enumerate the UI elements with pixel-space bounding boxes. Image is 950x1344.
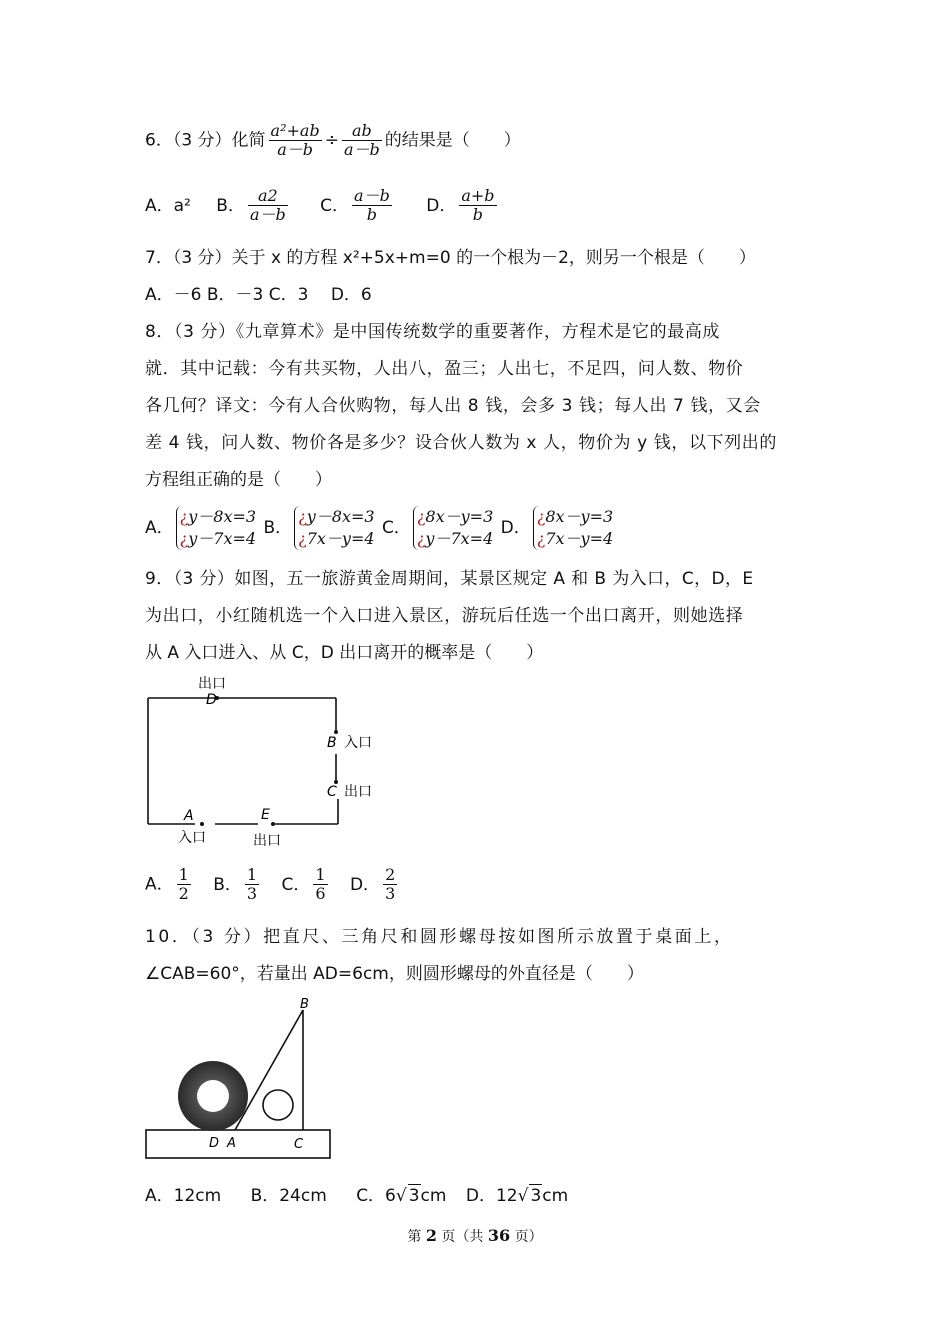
question-8-line-2: 就．其中记载：今有共买物，人出八，盈三；人出七，不足四，问人数、物价 (145, 359, 744, 379)
q10-option-d: D．12√ 3cm (465, 1186, 569, 1206)
question-9-options (145, 866, 400, 903)
q8-option-b-system (294, 506, 374, 550)
q6-prefix: 6．（3 分）化简 (145, 130, 266, 151)
question-6-options (145, 187, 500, 224)
q6-option-b-label: B． (216, 195, 245, 216)
q6-opt-b-num: a2 (257, 186, 278, 205)
q8-option-b-label: B． (263, 518, 293, 538)
q6-fraction-1 (269, 122, 322, 159)
q8-brace-char: ¿ (179, 529, 189, 548)
q8-b-row2: 7x－y=4 (306, 529, 375, 548)
q10-opt-d-unit: cm (542, 1186, 569, 1206)
q8-brace-char: ¿ (179, 507, 189, 526)
q9-option-b-fraction (245, 866, 259, 903)
q9-a-den: 2 (178, 884, 189, 903)
footer-page-number: 2 (425, 1226, 437, 1245)
q8-brace-char: ¿ (416, 507, 426, 526)
point-d-label: D (209, 1136, 220, 1151)
q8-option-d-label: D． (500, 518, 531, 538)
point-b-label: B (300, 997, 309, 1012)
q6-option-c-fraction (352, 187, 392, 224)
question-8-options (145, 506, 615, 550)
q6-divide-sign: ÷ (324, 130, 339, 151)
q6-fraction-2 (342, 122, 382, 159)
q6-opt-c-den: b (352, 205, 392, 224)
scenic-area-diagram (140, 674, 400, 854)
q9-d-num: 2 (385, 865, 396, 884)
point-c-label: C (327, 784, 337, 800)
question-10-line-1: 10．（3 分）把直尺、三角尺和圆形螺母按如图所示放置于桌面上， (145, 927, 734, 947)
point-a-label: A (227, 1136, 236, 1151)
entrance-b-text: 入口 (344, 735, 372, 751)
question-10-line-2: ∠CAB=60°，若量出 AD=6cm，则圆形螺母的外直径是（ ） (145, 964, 644, 984)
question-8-line-1: 8．（3 分）《九章算术》是中国传统数学的重要著作，方程术是它的最高成 (145, 322, 721, 342)
q9-option-c-label: C． (281, 874, 311, 895)
question-8-line-5: 方程组正确的是（ ） (145, 470, 332, 490)
q8-c-row1: 8x－y=3 (425, 507, 494, 526)
q6-suffix: 的结果是（ ） (384, 130, 521, 151)
q9-option-c-fraction (313, 866, 327, 903)
q9-a-num: 1 (178, 865, 189, 884)
q10-opt-d-radicand: 3 (530, 1186, 542, 1206)
q8-a-row2: y－7x=4 (188, 529, 257, 548)
exit-d-text: 出口 (198, 676, 226, 692)
q10-option-c: C．6√ 3cm (356, 1186, 447, 1206)
q6-option-a: A．a² (145, 195, 191, 216)
q8-option-c-label: C． (381, 518, 411, 538)
q10-option-a: A．12cm (145, 1186, 222, 1206)
q8-option-a-label: A． (145, 518, 174, 538)
q6-opt-c-num: a－b (354, 186, 390, 205)
ruler-triangle-nut-diagram (140, 992, 350, 1170)
q6-opt-b-den: a－b (249, 205, 286, 224)
q6-frac1-den: a－b (269, 140, 322, 159)
q8-option-d-system (533, 506, 613, 550)
q8-brace-char: ¿ (298, 507, 307, 526)
footer-total-pages: 36 (487, 1226, 511, 1245)
exit-e-text: 出口 (253, 833, 281, 849)
footer-mid: 页（共 (436, 1229, 488, 1245)
point-e-label: E (261, 807, 270, 823)
footer-post: 页） (510, 1229, 543, 1245)
q6-opt-d-num: a+b (461, 186, 495, 205)
q8-brace-char: ¿ (416, 529, 426, 548)
q8-d-row1: 8x－y=3 (545, 507, 614, 526)
q6-option-d-label: D． (426, 195, 457, 216)
q6-option-c-label: C． (320, 195, 350, 216)
q8-a-row1: y－8x=3 (188, 507, 257, 526)
q6-frac2-den: a－b (343, 140, 380, 159)
question-6-stem (145, 122, 521, 159)
question-8-line-3: 各几何？译文：今有人合伙购物，每人出 8 钱，会多 3 钱；每人出 7 钱，又会 (145, 396, 761, 416)
q9-option-d-fraction (383, 866, 397, 903)
q9-b-num: 1 (246, 865, 258, 884)
q6-frac1-num: a²+ab (270, 121, 320, 140)
q8-option-a-system (176, 506, 256, 550)
exit-c-text: 出口 (344, 784, 372, 800)
point-b-label: B (327, 735, 337, 751)
q8-brace-char: ¿ (298, 529, 307, 548)
q9-option-a-label: A． (145, 874, 174, 895)
q9-c-num: 1 (315, 865, 326, 884)
footer-pre: 第 (407, 1229, 426, 1245)
question-9-line-1: 9．（3 分）如图，五一旅游黄金周期间，某景区规定 A 和 B 为入口，C，D，E (145, 569, 754, 589)
q9-d-den: 3 (385, 884, 396, 903)
q9-option-d-label: D． (349, 874, 381, 895)
question-9-line-3: 从 A 入口进入、从 C，D 出口离开的概率是（ ） (145, 643, 544, 663)
q8-brace-char: ¿ (536, 529, 546, 548)
question-8-line-4: 差 4 钱，问人数、物价各是多少？设合伙人数为 x 人，物价为 y 钱，以下列出的 (145, 433, 777, 453)
triangle-ruler (235, 1010, 303, 1130)
q6-option-d-fraction (459, 187, 496, 224)
point-d-label: D (206, 692, 217, 708)
q10-opt-d-coef: D．12 (465, 1186, 518, 1206)
q8-d-row2: 7x－y=4 (545, 529, 614, 548)
question-7-stem: 7．（3 分）关于 x 的方程 x²+5x+m=0 的一个根为－2，则另一个根是（ ） (145, 248, 756, 268)
q10-opt-c-radicand: 3 (408, 1186, 420, 1206)
question-7-options: A．－6 B．－3 C．3 D．6 (145, 285, 372, 305)
q9-c-den: 6 (315, 884, 326, 903)
page-footer (0, 1226, 950, 1246)
question-9-line-2: 为出口，小红随机选一个入口进入景区，游玩后任选一个出口离开，则她选择 (145, 606, 744, 626)
q6-opt-d-den: b (459, 205, 496, 224)
q8-option-c-system (413, 506, 493, 550)
q9-b-den: 3 (246, 884, 258, 903)
question-10-options (145, 1184, 568, 1207)
q9-option-a-fraction (177, 866, 191, 903)
q8-brace-char: ¿ (536, 507, 546, 526)
entrance-a-text: 入口 (178, 830, 206, 846)
point-a-label: A (184, 808, 194, 824)
q6-frac2-num: ab (351, 121, 372, 140)
q6-option-b-fraction (248, 187, 288, 224)
q10-opt-c-unit: cm (420, 1186, 447, 1206)
nut (178, 1061, 248, 1131)
q9-option-b-label: B． (213, 874, 242, 895)
q8-b-row1: y－8x=3 (306, 507, 375, 526)
point-c-label: C (294, 1137, 304, 1152)
q10-opt-c-coef: C．6 (356, 1186, 396, 1206)
q8-c-row2: y－7x=4 (425, 529, 494, 548)
q10-option-b: B．24cm (250, 1186, 327, 1206)
